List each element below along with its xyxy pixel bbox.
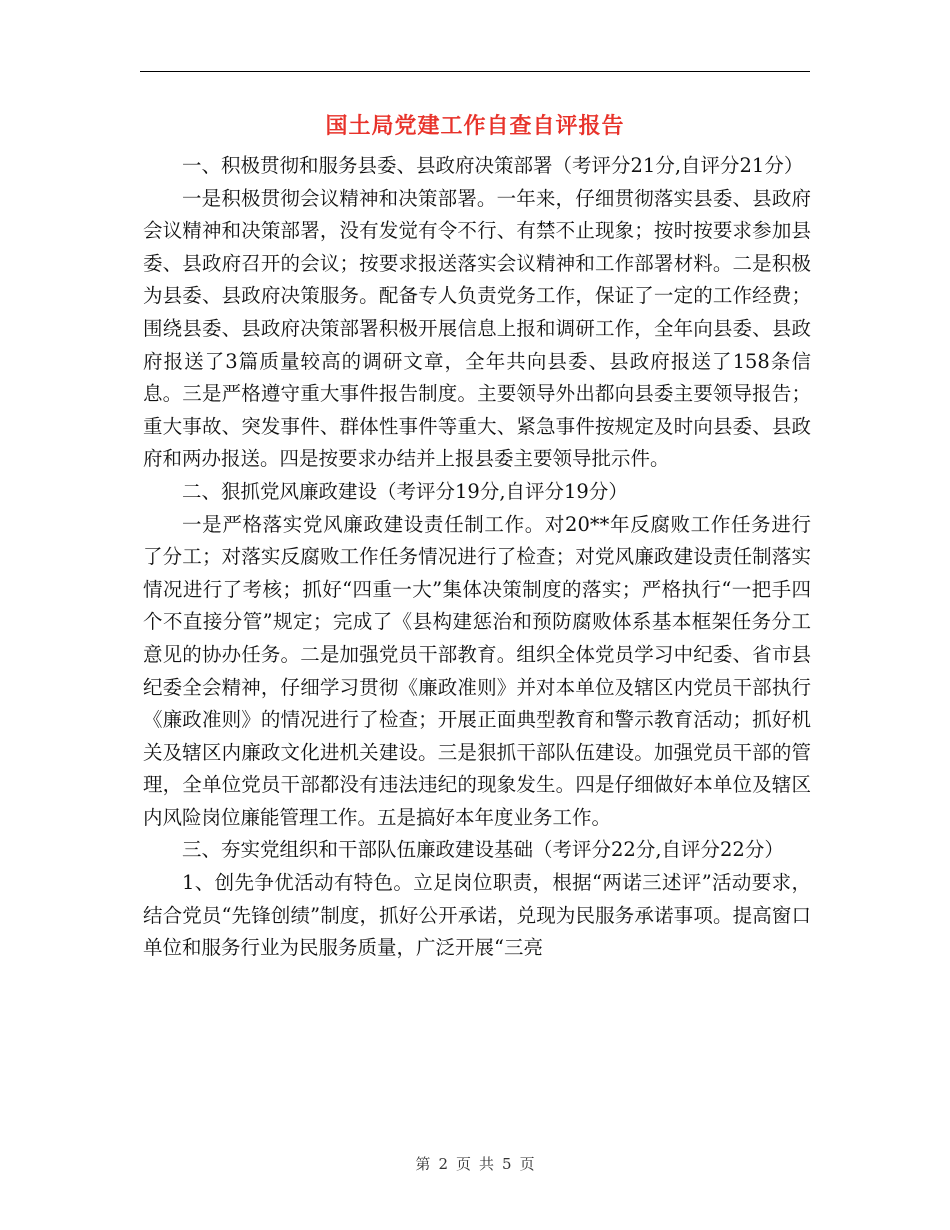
body-paragraph-3: 1、创先争优活动有特色。立足岗位职责，根据“两诺三述评”活动要求，结合党员“先锋创绩”制度，抓好公开承诺，兑现为民服务承诺事项。提高窗口单位和服务行业为民服务质量，广泛开展“三亮: [143, 871, 811, 960]
document-body: [143, 150, 811, 965]
footer-prefix: 第: [415, 1155, 431, 1173]
body-paragraph-2: 一是严格落实党风廉政建设责任制工作。对20**年反腐败工作任务进行了分工；对落实反腐败工作任务情况进行了检查；对党风廉政建设责任制落实情况进行了考核；抓好“四重一大”集体决策制度的落实；严格执行“一把手四个不直接分管”规定；完成了《县构建惩治和预防腐败体系基本框架任务分工意见的协办任务。二是加强党员干部教育。组织全体党员学习中纪委、省市县纪委全会精神，仔细学习贯彻《廉政准则》并对本单位及辖区内党员干部执行《廉政准则》的情况进行了检查；开展正面典型教育和警示教育活动；抓好机关及辖区内廉政文化进机关建设。三是狠抓干部队伍建设。加强党员干部的管理，全单位党员干部都没有违法违纪的现象发生。四是仔细做好本单位及辖区内风险岗位廉能管理工作。五是搞好本年度业务工作。: [143, 512, 811, 829]
footer-page-number: 2: [438, 1155, 448, 1173]
footer-page-unit: 页: [455, 1155, 471, 1173]
section-heading-3: 三、夯实党组织和干部队伍廉政建设基础（考评分22分,自评分22分）: [182, 838, 784, 862]
footer-total-unit: 页: [519, 1155, 535, 1173]
page-footer: [0, 1152, 950, 1176]
body-paragraph-1: 一是积极贯彻会议精神和决策部署。一年来，仔细贯彻落实县委、县政府会议精神和决策部署，没有发觉有令不行、有禁不止现象；按时按要求参加县委、县政府召开的会议；按要求报送落实会议精神和工作部署材料。二是积极为县委、县政府决策服务。配备专人负责党务工作，保证了一定的工作经费；围绕县委、县政府决策部署积极开展信息上报和调研工作，全年向县委、县政府报送了3篇质量较高的调研文章，全年共向县委、县政府报送了158条信息。三是严格遵守重大事件报告制度。主要领导外出都向县委主要领导报告；重大事故、突发事件、群体性事件等重大、紧急事件按规定及时向县委、县政府和两办报送。四是按要求办结并上报县委主要领导批示件。: [143, 186, 811, 471]
header-rule: [140, 71, 810, 72]
footer-total-prefix: 共: [479, 1155, 495, 1173]
section-heading-2: 二、狠抓党风廉政建设（考评分19分,自评分19分）: [182, 479, 628, 503]
footer-total-pages: 5: [502, 1155, 512, 1173]
section-heading-1: 一、积极贯彻和服务县委、县政府决策部署（考评分21分,自评分21分）: [182, 154, 804, 177]
document-title: 国土局党建工作自查自评报告: [325, 113, 625, 139]
